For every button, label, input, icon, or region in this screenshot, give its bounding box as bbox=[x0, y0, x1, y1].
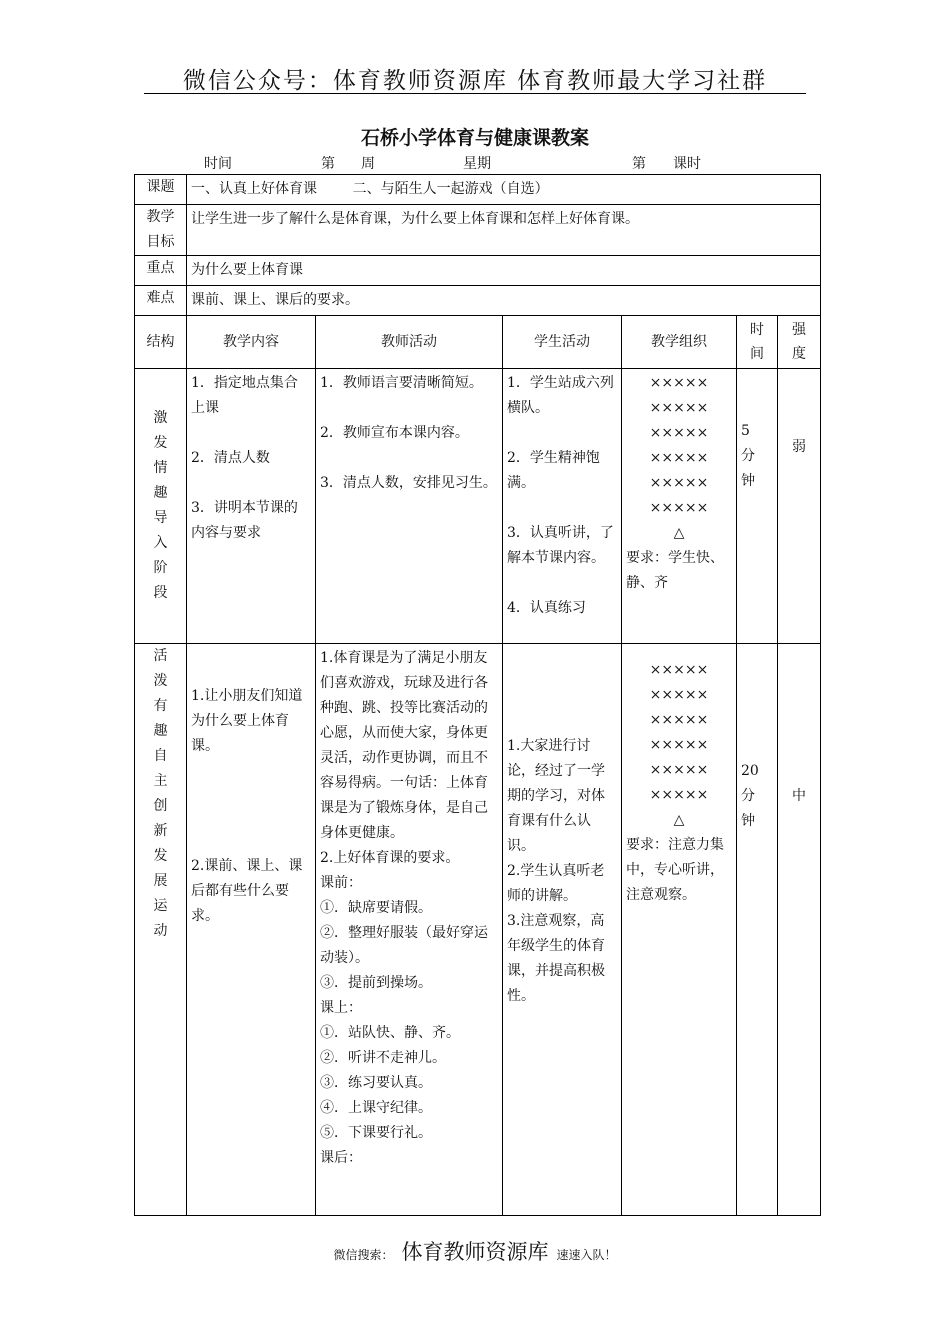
formation-row: ××××× bbox=[649, 375, 709, 391]
student-line: 1.大家进行讨论，经过了一学期的学习，对体育课有什么认识。 bbox=[507, 738, 605, 854]
formation-row: ××××× bbox=[649, 425, 709, 441]
section-char: 展 bbox=[153, 873, 168, 889]
section-char: 趣 bbox=[153, 723, 168, 739]
intro-intensity-cell bbox=[778, 369, 821, 644]
student-line: 4．认真练习 bbox=[507, 600, 586, 616]
header-rule bbox=[144, 93, 806, 94]
teacher-line: 2．教师宣布本课内容。 bbox=[320, 425, 469, 441]
teacher-line: 3．清点人数，安排见习生。 bbox=[320, 475, 497, 491]
section-row-main bbox=[135, 644, 821, 1216]
student-line: 3．认真听讲，了解本节课内容。 bbox=[507, 525, 614, 566]
teacher-line: 2.上好体育课的要求。 bbox=[320, 850, 460, 866]
col-structure: 结构 bbox=[135, 316, 187, 369]
spacer bbox=[320, 396, 498, 421]
topic-value: 一、认真上好体育课 二、与陌生人一起游戏（自选） bbox=[187, 175, 821, 205]
goal-label bbox=[135, 205, 187, 256]
section-char: 自 bbox=[153, 748, 168, 764]
time-unit: 钟 bbox=[741, 473, 755, 489]
spacer bbox=[507, 571, 617, 596]
section-char: 阶 bbox=[153, 560, 168, 576]
time-value: 20 bbox=[741, 763, 759, 779]
teacher-line: ④．上课守纪律。 bbox=[320, 1100, 432, 1116]
section-char: 活 bbox=[153, 648, 168, 664]
col-intensity bbox=[778, 316, 821, 369]
column-header-row bbox=[135, 316, 821, 369]
student-line: 1．学生站成六列横队。 bbox=[507, 375, 614, 416]
key-label: 重点 bbox=[135, 256, 187, 286]
key-value: 为什么要上体育课 bbox=[187, 256, 821, 286]
section-char: 激 bbox=[153, 410, 168, 426]
meta-lesson-di: 第 bbox=[632, 156, 646, 172]
section-char: 泼 bbox=[153, 673, 168, 689]
section-char: 趣 bbox=[153, 485, 168, 501]
intensity-value: 弱 bbox=[792, 439, 807, 455]
teacher-line: ⑤．下课要行礼。 bbox=[320, 1125, 432, 1141]
teacher-line: 1．教师语言要清晰简短。 bbox=[320, 375, 483, 391]
section-char: 发 bbox=[153, 848, 168, 864]
intro-organization-cell bbox=[622, 369, 737, 644]
intensity-value: 中 bbox=[792, 788, 807, 804]
teacher-line: 1.体育课是为了满足小朋友们喜欢游戏，玩球及进行各种跑、跳、投等比赛活动的心愿，从而使大家，身体更灵活，动作更协调，而且不容易得病。一句话：上体育课是为了锻炼身体，是自己身体更健康。 bbox=[320, 650, 488, 841]
spacer bbox=[320, 446, 498, 471]
time-unit: 分 bbox=[741, 448, 755, 464]
teacher-line: 课前： bbox=[320, 875, 362, 891]
main-teacher-cell bbox=[316, 644, 503, 1216]
section-row-intro bbox=[135, 369, 821, 644]
formation-row: ××××× bbox=[649, 400, 709, 416]
main-content-cell bbox=[187, 644, 316, 1216]
teacher-line: 课上： bbox=[320, 1000, 362, 1016]
page-footer bbox=[0, 1236, 950, 1266]
teacher-position-triangle-icon: △ bbox=[673, 812, 685, 828]
section-char: 主 bbox=[153, 773, 168, 789]
spacer bbox=[507, 421, 617, 446]
page-header-text: 微信公众号：体育教师资源库 体育教师最大学习社群 bbox=[182, 68, 768, 94]
row-difficulty bbox=[135, 286, 821, 316]
teacher-line: ②．听讲不走神儿。 bbox=[320, 1050, 446, 1066]
section-name-main bbox=[135, 644, 187, 1216]
time-value: 5 bbox=[741, 423, 750, 439]
formation-row: ××××× bbox=[649, 500, 709, 516]
col-intensity-line-1: 强 bbox=[792, 322, 807, 338]
footer-name: 体育教师资源库 bbox=[401, 1240, 549, 1264]
section-char: 运 bbox=[153, 898, 168, 914]
spacer bbox=[191, 421, 311, 446]
formation-row: ××××× bbox=[649, 687, 709, 703]
time-unit: 钟 bbox=[741, 813, 755, 829]
teacher-position-triangle-icon: △ bbox=[673, 525, 685, 541]
teacher-line: 课后： bbox=[320, 1150, 362, 1166]
row-topic bbox=[135, 175, 821, 205]
section-char: 导 bbox=[153, 510, 168, 526]
content-line: 2．清点人数 bbox=[191, 450, 270, 466]
intro-time-cell bbox=[737, 369, 778, 644]
formation-row: ××××× bbox=[649, 737, 709, 753]
teacher-line: ③．练习要认真。 bbox=[320, 1075, 432, 1091]
section-name-intro bbox=[135, 369, 187, 644]
row-goal bbox=[135, 205, 821, 256]
student-line: 2.学生认真听老师的讲解。 bbox=[507, 863, 605, 904]
meta-week-di: 第 bbox=[321, 156, 335, 172]
formation-row: ××××× bbox=[649, 475, 709, 491]
difficulty-label: 难点 bbox=[135, 286, 187, 316]
col-time-line-2: 间 bbox=[750, 346, 764, 362]
meta-weekday: 星期 bbox=[463, 156, 491, 172]
row-key bbox=[135, 256, 821, 286]
spacer bbox=[191, 471, 311, 496]
col-organization: 教学组织 bbox=[622, 316, 737, 369]
main-organization-cell bbox=[622, 644, 737, 1216]
col-intensity-line-2: 度 bbox=[792, 346, 807, 362]
formation-row: ××××× bbox=[649, 712, 709, 728]
content-line: 3．讲明本节课的内容与要求 bbox=[191, 500, 298, 541]
student-line: 3.注意观察，高年级学生的体育课，并提高积极性。 bbox=[507, 913, 605, 1004]
spacer bbox=[191, 759, 311, 854]
topic-label: 课题 bbox=[135, 175, 187, 205]
teacher-line: ②．整理好服装（最好穿运动装）。 bbox=[320, 925, 488, 966]
col-teacher: 教师活动 bbox=[316, 316, 503, 369]
lesson-plan-table bbox=[134, 174, 821, 1216]
content-line: 1．指定地点集合上课 bbox=[191, 375, 298, 416]
col-content: 教学内容 bbox=[187, 316, 316, 369]
difficulty-value: 课前、课上、课后的要求。 bbox=[187, 286, 821, 316]
intro-student-cell bbox=[503, 369, 622, 644]
formation-row: ××××× bbox=[649, 762, 709, 778]
organization-note: 要求：学生快、静、齐 bbox=[626, 550, 724, 591]
organization-note: 要求：注意力集中，专心听讲，注意观察。 bbox=[626, 837, 724, 903]
section-char: 新 bbox=[153, 823, 168, 839]
intro-content-cell bbox=[187, 369, 316, 644]
time-unit: 分 bbox=[741, 788, 755, 804]
spacer bbox=[507, 496, 617, 521]
teacher-line: ③．提前到操场。 bbox=[320, 975, 432, 991]
section-char: 有 bbox=[153, 698, 168, 714]
main-student-cell bbox=[503, 644, 622, 1216]
col-student: 学生活动 bbox=[503, 316, 622, 369]
goal-label-line-2: 目标 bbox=[146, 234, 175, 250]
section-char: 创 bbox=[153, 798, 168, 814]
main-time-cell bbox=[737, 644, 778, 1216]
section-char: 动 bbox=[153, 923, 168, 939]
section-char: 入 bbox=[153, 535, 168, 551]
meta-week-zhou: 周 bbox=[361, 156, 375, 172]
meta-time: 时间 bbox=[204, 156, 232, 172]
formation-row: ××××× bbox=[649, 787, 709, 803]
section-char: 情 bbox=[153, 460, 168, 476]
footer-suffix: 速速入队！ bbox=[556, 1248, 617, 1262]
section-char: 发 bbox=[153, 435, 168, 451]
content-line: 1.让小朋友们知道为什么要上体育课。 bbox=[191, 688, 303, 754]
student-line: 2．学生精神饱满。 bbox=[507, 450, 600, 491]
goal-label-line-1: 教学 bbox=[146, 209, 175, 225]
intro-teacher-cell bbox=[316, 369, 503, 644]
teacher-line: ①．站队快、静、齐。 bbox=[320, 1025, 460, 1041]
document-title: 石桥小学体育与健康课教案 bbox=[360, 127, 589, 149]
goal-value: 让学生进一步了解什么是体育课，为什么要上体育课和怎样上好体育课。 bbox=[187, 205, 821, 256]
formation-row: ××××× bbox=[649, 662, 709, 678]
col-time-line-1: 时 bbox=[750, 322, 764, 338]
content-line: 2.课前、课上、课后都有些什么要求。 bbox=[191, 858, 303, 924]
footer-prefix: 微信搜索： bbox=[333, 1248, 394, 1262]
col-time bbox=[737, 316, 778, 369]
section-char: 段 bbox=[153, 585, 168, 601]
meta-lesson-keshi: 课时 bbox=[673, 156, 701, 172]
formation-row: ××××× bbox=[649, 450, 709, 466]
main-intensity-cell bbox=[778, 644, 821, 1216]
teacher-line: ①．缺席要请假。 bbox=[320, 900, 432, 916]
